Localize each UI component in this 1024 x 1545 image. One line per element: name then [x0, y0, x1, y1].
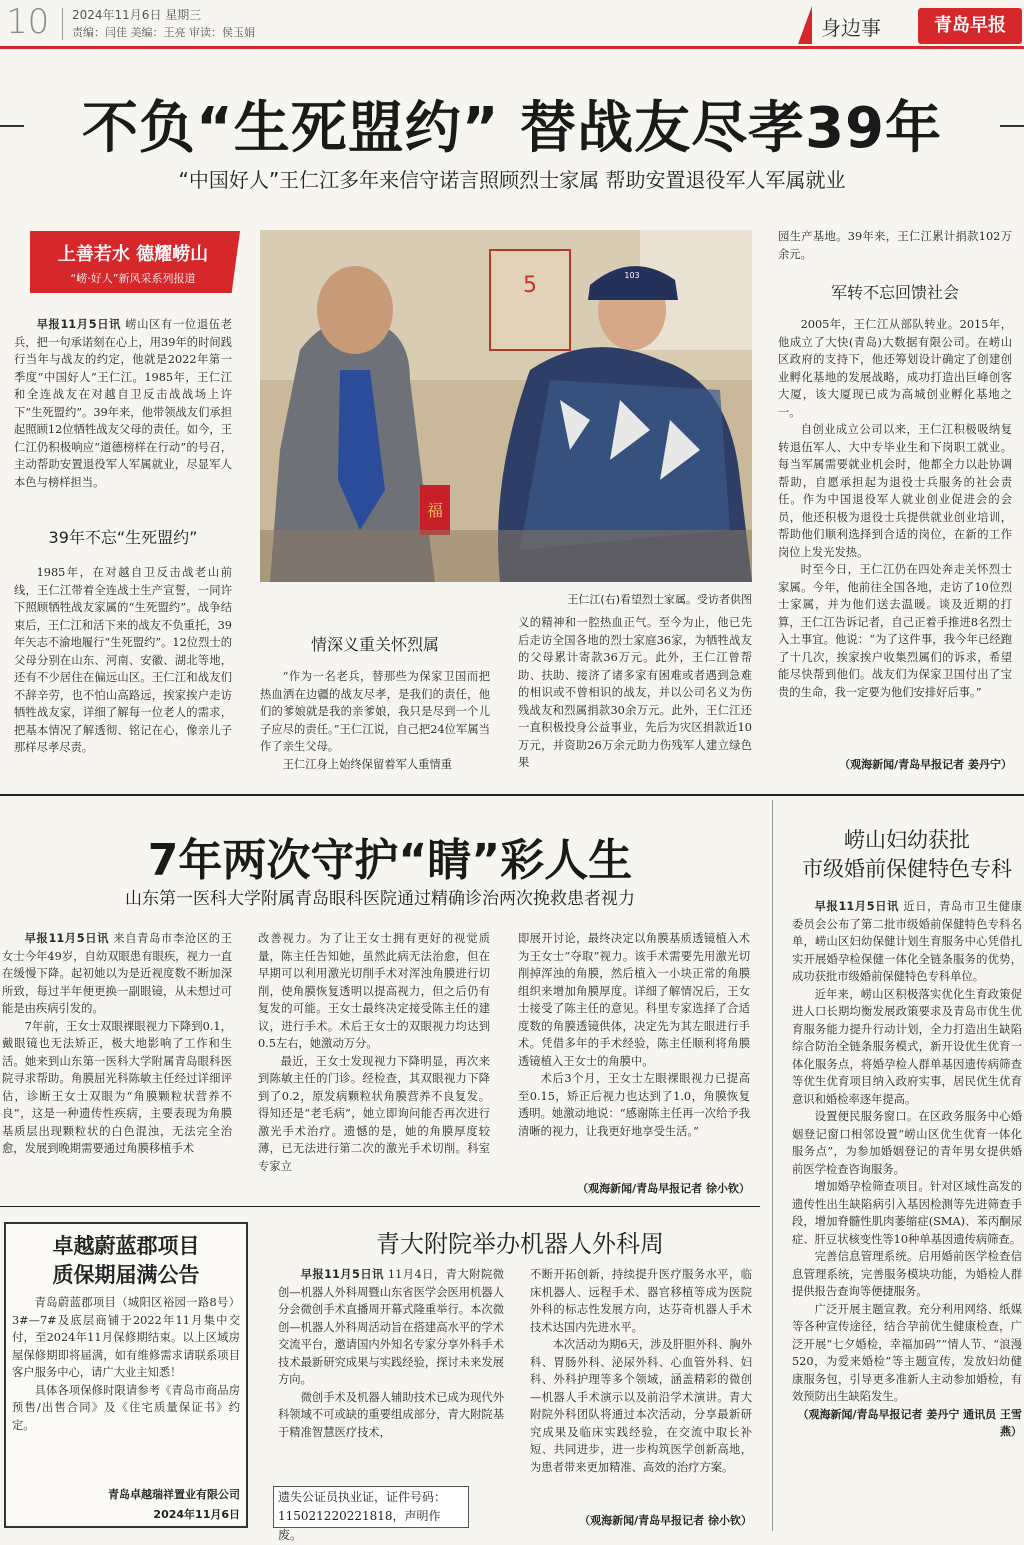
story3-para: 近年来，崂山区积极落实优化生育政策促进人口长期均衡发展政策要求及青岛市优生优育服务能力提升行动计划，全力打造出生缺陷综合防治全链条服务模式，新开设优生优育一体化服务点，将婚孕检人群单基因遗传病筛查等优生优育项目纳入政府实事，居民优生优育意识和婚检率逐年提高。 [792, 987, 1022, 1106]
story4-para: 不断开拓创新，持续提升医疗服务水平，临床机器人、远程手术、器官移植等成为医院外科的标志性发展方向，达芬奇机器人手术技术达国内先进水平。 [530, 1268, 752, 1334]
photo-caption: 王仁江(右)看望烈士家属。受访者供图 [567, 593, 752, 606]
story2-column-1 [2, 930, 232, 1158]
notice-para: 青岛蔚蓝郡项目（城阳区裕园一路8号）3#—7#及底层商铺于2022年11月集中交付，至2024年11月保修期结束。以上区域房屋保修期即将届满，如有维修需求请联系项目客户服务中心，请广大业主知悉！ [12, 1296, 240, 1379]
story2-subheadline: 山东第一医科大学附属青岛眼科医院通过精确诊治两次挽救患者视力 [125, 889, 635, 909]
main-headline: 不负“生死盟约” 替战友尽孝39年 [81, 96, 943, 161]
story1-photo [260, 230, 752, 582]
series-banner-subtitle: “崂·好人”新风采系列报道 [70, 272, 196, 285]
story2-bottom-rule [0, 1206, 760, 1207]
story3-intro: 近日，青岛市卫生健康委员会公布了第二批市级婚前保健特色专科名单，崂山区妇幼保健计划生育服务中心凭借扎实开展婚孕检保健一体化全链条服务的优势，成功获批市级婚前保健特色专科单位。 [792, 900, 1022, 983]
section-tag: 身边事 [821, 16, 881, 40]
story1-dateline: 早报11月5日讯 [36, 318, 122, 331]
story1-para: 2005年，王仁江从部队转业。2015年，他成立了大快(青岛)大数据有限公司。在崂山区政府的支持下，他还筹划设计确定了创建创业孵化基地的发展战略，成功打造出巨峰创客大厦，该大厦现已成为高城创业孵化基地之一。 [778, 318, 1012, 419]
column-rule [772, 800, 773, 1531]
story1-column-1 [14, 316, 232, 491]
story3-dateline: 早报11月5日讯 [814, 900, 900, 913]
header-divider [62, 8, 63, 40]
story2-para: 术后3个月，王女士左眼裸眼视力已提高至0.15，矫正后视力也达到了1.0，角膜恢复透明。她激动地说：“感谢陈主任再一次给予我清晰的视力，让我更好地享受生活。” [518, 1072, 750, 1138]
story1-para: 自创业成立公司以来，王仁江积极吸纳复转退伍军人、大中专毕业生和下岗职工就业。每当军属需要就业机会时，他都全力以赴协调帮助，自愿承担起为退役士兵服务的社会责任。作为中国退役军人就业创业促进会的会员，他还积极为退役士兵提供就业创业培训，帮助他们顺利选择到合适的岗位，在新的工作岗位上发光发热。 [778, 423, 1012, 559]
brand-logo: 青岛早报 [918, 8, 1022, 44]
notice-title-line2: 质保期届满公告 [52, 1263, 200, 1287]
main-subheadline: “中国好人”王仁江多年来信守诺言照顾烈士家属 帮助安置退役军人军属就业 [178, 168, 846, 192]
lost-certificate-notice: 遗失公证员执业证，证件号码：115021220221818，声明作废。 [273, 1486, 469, 1528]
cap-text: 103 [624, 271, 640, 280]
story4-column-2 [530, 1266, 752, 1476]
story2-headline: 7年两次守护“睛”彩人生 [147, 835, 633, 886]
story2-para: 最近，王女士发现视力下降明显，再次来到陈敏主任的门诊。经检查，其双眼视力下降到了0.2，原发病颗粒状角膜营养不良复发。得知还是“老毛病”，她立即询问能否再次进行激光手术治疗。遗憾的是，她的角膜厚度较薄，已无法进行第二次的激光手术切削。科室专家立 [258, 1054, 490, 1173]
story1-para: 园生产基地。39年来，王仁江累计捐款102万余元。 [778, 230, 1012, 261]
notice-title-line1: 卓越蔚蓝郡项目 [52, 1234, 200, 1258]
story2-byline: （观海新闻/青岛早报记者 徐小钦） [577, 1182, 750, 1195]
story3-para: 完善信息管理系统。启用婚前医学检查信息管理系统，完善服务模块功能，为婚检人群提供报告查询等便捷服务。 [792, 1250, 1022, 1298]
story1-column-2 [260, 668, 490, 773]
issue-date: 2024年11月6日 星期三 [72, 8, 202, 22]
notice-date: 2024年11月6日 [153, 1508, 240, 1521]
story1-column-3 [518, 614, 752, 772]
story3-headline [790, 826, 1024, 884]
story1-subhead-1: 39年不忘“生死盟约” [48, 528, 198, 547]
story1-para: “作为一名老兵，替那些为保家卫国而把热血洒在边疆的战友尽孝，是我们的责任，他们的爹娘就是我的亲爹娘，我只是尽到一个儿子应尽的责任。”王仁江说，自己把24位军属当作了亲生父母。 [260, 670, 490, 753]
story2-dateline: 早报11月5日讯 [24, 932, 110, 945]
story1-para: 义的精神和一腔热血正气。至今为止，他已先后走访全国各地的烈士家庭36家，为牺牲战友的父母累计寄款36万元。此外，王仁江曾帮助、扶助、接济了诸多家有困难或者遇到急难的相识或不曾相识的战友，并以公司名义为伤残战友和烈属捐款30余万元。此外，王仁江还一直积极投身公益事业，先后为灾区捐款近10万元，并资助26万余元助力伤残军人建立绿色果 [518, 616, 752, 769]
notice-para: 具体各项保修时限请参考《青岛市商品房预售/出售合同》及《住宅质量保证书》约定。 [12, 1383, 240, 1432]
story2-column-3 [518, 930, 750, 1140]
story1-column-4 [778, 316, 1012, 701]
photo-illustration [260, 230, 752, 582]
header-rule [0, 46, 1024, 49]
story3-para: 增加婚孕检筛查项目。针对区域性高发的遗传性出生缺陷病引入基因检测等先进筛查手段，增加脊髓性肌肉萎缩症(SMA)、苯丙酮尿症、肝豆状核变性等10种单基因遗传病筛查。 [792, 1180, 1022, 1246]
story4-headline: 青大附院举办机器人外科周 [376, 1230, 664, 1258]
story2-para: 改善视力。为了让王女士拥有更好的视觉质量，陈主任告知她，虽然此病无法治愈，但在早期可以利用激光切削手术对浑浊角膜进行切削，使角膜恢复透明以提高视力，但之后仍有复发的可能。王女士最终决定接受陈主任的建议，进行手术。术后王女士的双眼视力均达到0.5左右，她激动万分。 [258, 932, 490, 1050]
calendar-number: 5 [523, 273, 537, 298]
red-envelope-text: 福 [426, 501, 444, 520]
story1-para: 1985年，在对越自卫反击战老山前线，王仁江带着全连战士生产宣誓，一同许下照顾牺牲战友家属的“生死盟约”。战争结束后，王仁江和活下来的战友不负重托，39年矢志不渝地履行“生死盟约”。12位烈士的父母分别在山东、河南、安徽、湖北等地，还有不少居住在偏远山区。王仁江和战友们不辞辛劳，也不怕山高路远，挨家挨户走访牺牲战友家，详细了解每一位老人的需求，把基本情况了解透彻、铭记在心，像亲儿子那样尽孝尽责。 [14, 566, 232, 754]
story1-para: 王仁江身上始终保留着军人重情重 [282, 757, 453, 771]
section-divider [0, 794, 1024, 796]
story4-dateline: 早报11月5日讯 [300, 1268, 384, 1281]
series-banner-title: 上善若水 德耀崂山 [57, 244, 209, 265]
page-number: 10 [6, 2, 50, 42]
story4-byline: （观海新闻/青岛早报记者 徐小钦） [579, 1514, 752, 1527]
story1-column-1b [14, 564, 232, 757]
story1-byline: （观海新闻/青岛早报记者 姜丹宁） [839, 758, 1012, 771]
story3-byline: （观海新闻/青岛早报记者 姜丹宁 通讯员 王雪燕） [797, 1407, 1022, 1438]
story3-para: 广泛开展主题宣教。充分利用网络、纸媒等各种宣传途径，结合孕前优生健康检查，广泛开展“七夕婚检，幸福加码”“情人节、“浪漫520，为爱来婚检”等主题宣传，发放妇幼健康服务包，引导更多准新人主动参加婚检，有效预防出生缺陷发生。 [792, 1302, 1022, 1403]
notice-body [12, 1294, 240, 1434]
notice-company: 青岛卓越瑞祥置业有限公司 [108, 1488, 240, 1501]
story1-intro: 崂山区有一位退伍老兵，把一句承诺刻在心上，用39年的时间践行当年与战友的约定，他就是2022年第一季度“中国好人”王仁江。1985年，王仁江和全连战友在对越自卫反击战战场上许下“生死盟约”。39年来，他带领战友们承担起照顾12位牺牲战友父母的责任。如今，王仁江仍积极响应“道德榜样在行动”的号召，主动帮助安置退役军人军属就业，尽显军人本色与榜样担当。 [14, 318, 232, 489]
story4-para: 本次活动为期6天，涉及肝胆外科、胸外科、胃肠外科、泌尿外科、心血管外科、妇科、外科护理等多个领域，涵盖精彩的微创—机器人手术演示以及前沿学术演讲。青大附院外科团队将通过本次活动，分享最新研究成果及临床实践经验，在交流中取长补短、共同进步，进一步构筑医学创新高地，为患者带来更加精准、高效的治疗方案。 [530, 1338, 752, 1474]
story2-column-2 [258, 930, 490, 1175]
notice-title [14, 1232, 238, 1290]
story4-column-1 [278, 1266, 504, 1441]
story3-para: 设置便民服务窗口。在区政务服务中心婚姻登记窗口相邻设置“崂山区优生优育一体化服务点”，为参加婚姻登记的青年男女提供婚前医学检查咨询服务。 [792, 1110, 1022, 1176]
story1-subhead-2: 情深义重关怀烈属 [310, 635, 439, 654]
story3-headline-line2: 市级婚前保健特色专科 [802, 857, 1012, 881]
story2-para: 即展开讨论，最终决定以角膜基质透镜植入术为王女士“夺取”视力。该手术需要先用激光切削掉浑浊的角膜，然后植入一小块正常的角膜组织来增加角膜厚度。详细了解情况后，王女士接受了陈主任的意见。科里专家选择了合适度数的角膜透镜供体，决定先为其左眼进行手术。凭借多年的手术经验，陈主任顺利将角膜透镜植入王女士的角膜中。 [518, 932, 750, 1068]
story3-headline-line1: 崂山妇幼获批 [844, 828, 970, 852]
story1-para: 时至今日，王仁江仍在四处奔走关怀烈士家属。今年，他前往全国各地，走访了10位烈士家属，并为他们送去温暖。谈及近期的打算，王仁江告诉记者，自己正着手推进8名烈士入土事宜。他说：“为了这件事，我今年已经跑了十几次，挨家挨户收集烈属们的诉求，希望能尽快帮到他们。战友们为保家卫国付出了宝贵的生命，我一定要为他们安排好后事。” [778, 563, 1012, 699]
story4-intro: 11月4日，青大附院微创—机器人外科周暨山东省医学会医用机器人分会微创手术直播周开幕式隆重举行。本次微创—机器人外科周活动旨在搭建高水平的学术交流平台，邀请国内外知名专家分享外科手术技术最新研究成果与实践经验，探讨未来发展方向。 [278, 1268, 504, 1386]
story4-para: 微创手术及机器人辅助技术已成为现代外科领域不可或缺的重要组成部分，青大附院基于精准智慧医疗技术， [278, 1390, 504, 1439]
story2-para: 7年前，王女士双眼裸眼视力下降到0.1，戴眼镜也无法矫正，极大地影响了工作和生活。她来到山东第一医科大学附属青岛眼科医院寻求帮助。角膜屈光科陈敏主任经过详细评估，诊断王女士双眼为“角膜颗粒状营养不良”，这是一种遗传性疾病，主要表现为角膜基质层出现颗粒状的白色混浊，无法完全治愈，发展到晚期需要通过角膜移植手术 [2, 1019, 232, 1155]
story2-intro: 来自青岛市李沧区的王女士今年49岁，自幼双眼患有眼疾，视力一直在缓慢下降。起初她以为是近视度数不断加深所致，每过半年便更换一副眼镜，从未想过可能是由疾病引发的。 [2, 932, 232, 1015]
section-tag-corner [798, 6, 812, 44]
story3-body [792, 898, 1022, 1441]
story1-column-4a [778, 228, 1012, 263]
editors-line: 责编：闫佳 美编：王亮 审读：侯玉娟 [72, 26, 255, 39]
story1-subhead-3: 军转不忘回馈社会 [830, 283, 959, 302]
